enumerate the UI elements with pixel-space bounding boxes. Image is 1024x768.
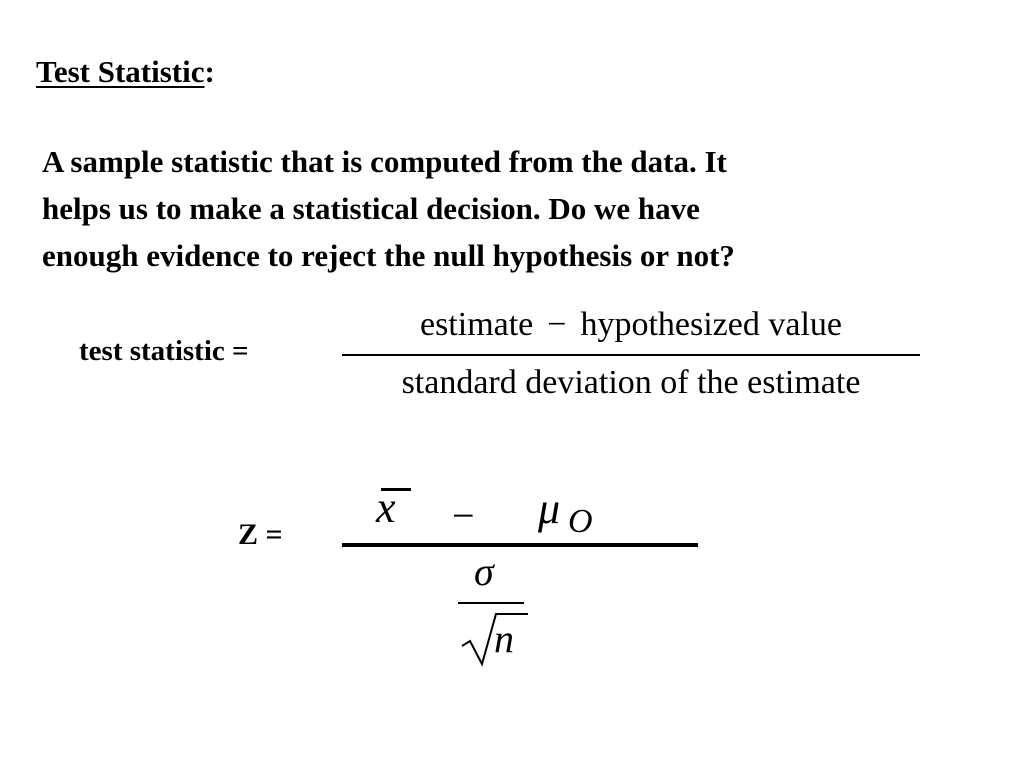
- definition-line-3: enough evidence to reject the null hypothesis or not?: [42, 238, 735, 273]
- numerator-hypothesized-value: hypothesized value: [580, 306, 842, 343]
- mu-subscript: O: [568, 503, 593, 540]
- test-statistic-fraction-bar: [342, 354, 920, 356]
- definition-line-1: A sample statistic that is computed from the data. It: [42, 144, 727, 179]
- numerator-minus-sign: −: [547, 306, 567, 343]
- heading-title: Test Statistic: [36, 54, 205, 89]
- n-variable: n: [494, 616, 514, 661]
- mu-symbol: μ: [538, 484, 561, 533]
- test-statistic-numerator: [342, 306, 920, 344]
- test-statistic-denominator: standard deviation of the estimate: [401, 364, 861, 401]
- sigma-symbol: σ: [474, 549, 494, 594]
- test-statistic-label: test statistic =: [79, 335, 249, 367]
- slide-heading: [36, 52, 215, 92]
- heading-colon: :: [204, 54, 215, 89]
- z-fraction-bar: [342, 543, 698, 547]
- z-numerator-minus-sign: −: [452, 493, 475, 538]
- definition-line-2: helps us to make a statistical decision. Do we have: [42, 191, 700, 226]
- inner-fraction-bar: [458, 602, 524, 604]
- z-formula-label: Z =: [238, 518, 283, 551]
- x-bar-variable: x: [376, 483, 396, 532]
- numerator-estimate: estimate: [419, 306, 534, 343]
- definition-paragraph: [42, 138, 982, 279]
